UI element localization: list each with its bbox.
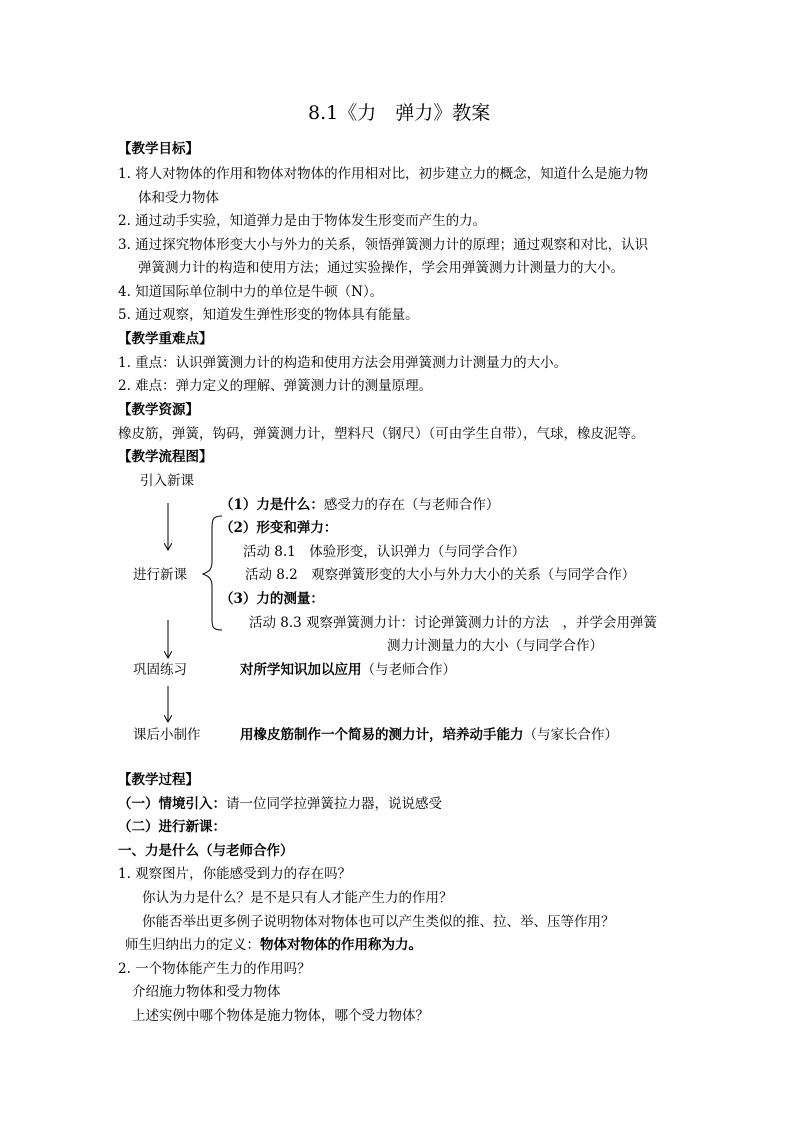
flow-step-making: 课后小制作: [133, 727, 201, 743]
page-title: 8.1《力 弹力》教案: [308, 102, 491, 124]
objective-3-line2: 弹簧测力计的构造和使用方法；通过实验操作，学会用弹簧测力计测量力的大小。: [138, 260, 624, 276]
curly-brace: [203, 516, 222, 630]
flow-activity-1: 活动 8.1 体验形变，认识弹力（与同学合作）: [243, 544, 526, 560]
process-new-lesson: （二）进行新课：: [118, 819, 226, 835]
process-q2: 2. 一个物体能产生力的作用吗？: [118, 961, 311, 977]
flowchart-heading: 【教学流程图】: [118, 449, 213, 465]
objective-1-line1: 1. 将人对物体的作用和物体对物体的作用相对比，初步建立力的概念，知道什么是施力物: [118, 166, 649, 182]
objective-2: 2. 通过动手实验，知道弹力是由于物体发生形变而产生的力。: [118, 213, 487, 229]
key-point-1: 1. 重点：认识弹簧测力计的构造和使用方法会用弹簧测力计测量力的大小。: [118, 355, 568, 371]
process-q2a: 介绍施力物体和受力物体: [132, 984, 281, 1000]
objective-4: 4. 知道国际单位制中力的单位是牛顿（N）。: [118, 284, 384, 300]
key-points-heading: 【教学重难点】: [118, 331, 213, 347]
flow-branch-2: （2）形变和弹力：: [220, 520, 338, 536]
flow-step-intro: 引入新课: [140, 473, 194, 489]
flow-practice-desc: 对所学知识加以应用（与老师合作）: [240, 662, 456, 678]
flow-branch-1: （1）力是什么：感受力的存在（与老师合作）: [220, 497, 500, 513]
process-summary: 师生归纳出力的定义：物体对物体的作用称为力。: [125, 937, 422, 953]
flow-activity-3-line1: 活动 8.3 观察弹簧测力计：讨论弹簧测力计的方法 ，并学会用弹簧: [249, 615, 658, 631]
objective-1-line2: 体和受力物体: [138, 190, 219, 206]
process-intro: （一）情境引入：请一位同学拉弹簧拉力器，说说感受: [118, 796, 442, 812]
process-section-1: 一、力是什么（与老师合作）: [118, 843, 294, 859]
process-q1: 1. 观察图片，你能感受到力的存在吗？: [118, 866, 352, 882]
flow-making-desc: 用橡皮筋制作一个简易的测力计，培养动手能力（与家长合作）: [240, 727, 618, 743]
objective-3-line1: 3. 通过探究物体形变大小与外力的关系，领悟弹簧测力计的原理；通过观察和对比，认识: [118, 237, 649, 253]
flow-step-practice: 巩固练习: [133, 662, 187, 678]
resources-heading: 【教学资源】: [118, 402, 199, 418]
key-point-2: 2. 难点：弹力定义的理解、弹簧测力计的测量原理。: [118, 378, 433, 394]
flow-activity-2: 活动 8.2 观察弹簧形变的大小与外力大小的关系（与同学合作）: [245, 567, 636, 583]
process-q2b: 上述实例中哪个物体是施力物体，哪个受力物体？: [132, 1008, 429, 1024]
flow-step-new: 进行新课: [133, 567, 187, 583]
objectives-heading: 【教学目标】: [118, 141, 199, 157]
resources-text: 橡皮筋，弹簧，钩码，弹簧测力计，塑料尺（钢尺）（可由学生自带），气球，橡皮泥等。: [118, 426, 645, 442]
process-q1a: 你认为力是什么？是不是只有人才能产生力的作用？: [142, 890, 453, 906]
flow-activity-3-line2: 测力计测量力的大小（与同学合作）: [387, 638, 603, 654]
objective-5: 5. 通过观察，知道发生弹性形变的物体具有能量。: [118, 307, 419, 323]
process-q1b: 你能否举出更多例子说明物体对物体也可以产生类似的推、拉、举、压等作用？: [142, 914, 615, 930]
process-heading: 【教学过程】: [118, 772, 199, 788]
flow-branch-3: （3）力的测量：: [220, 591, 324, 607]
